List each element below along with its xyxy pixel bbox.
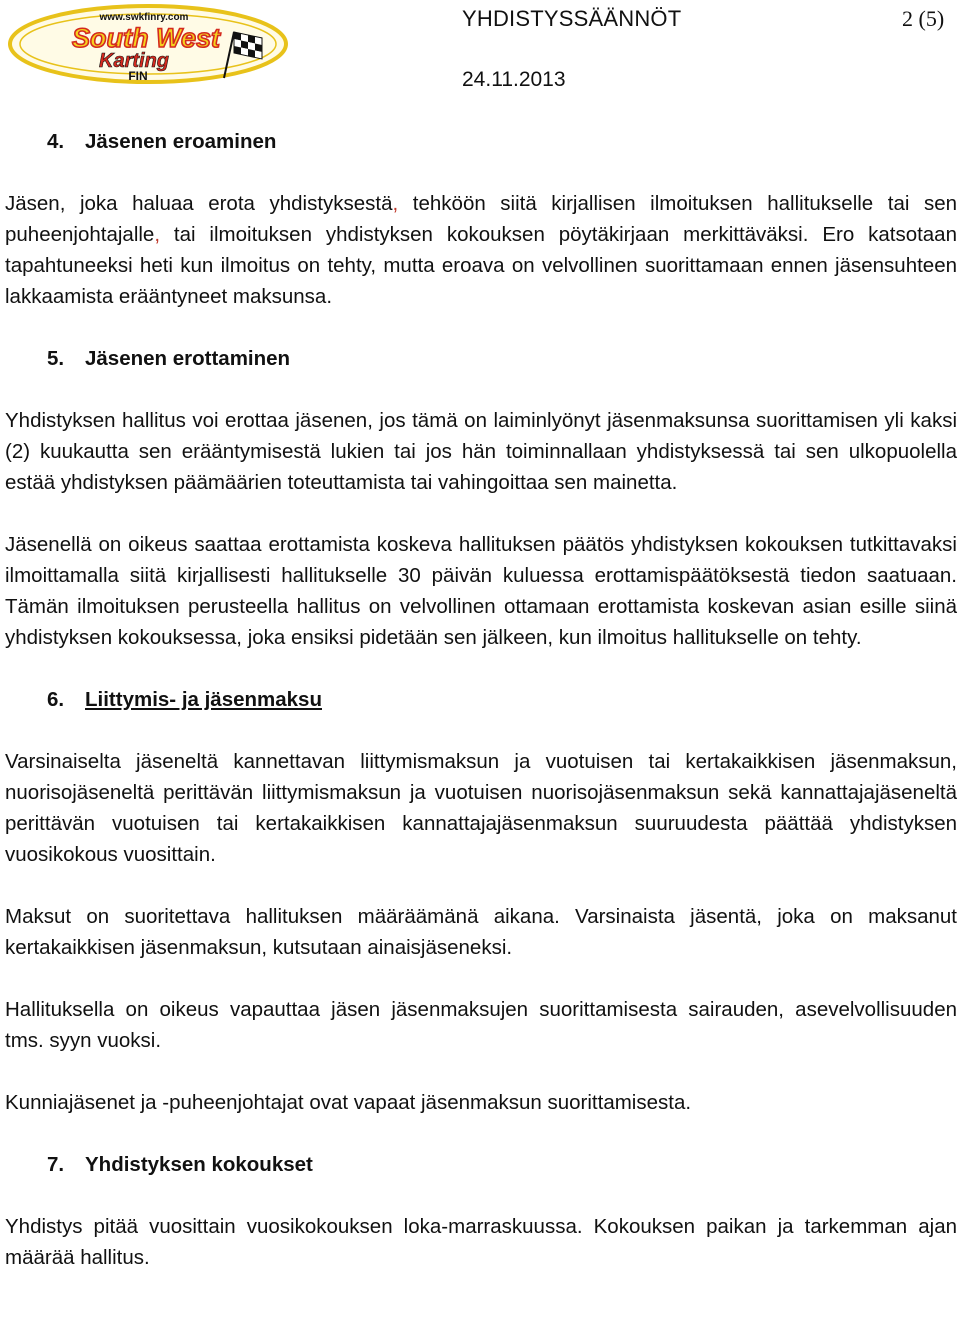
section-number: 7. xyxy=(47,1153,65,1176)
logo-line-karting: Karting xyxy=(99,50,169,72)
section-4 xyxy=(5,126,957,312)
document-date: 24.11.2013 xyxy=(462,68,566,91)
south-west-karting-logo-graphic xyxy=(6,2,290,84)
section-number: 4. xyxy=(47,130,65,153)
paragraph xyxy=(5,188,957,312)
paragraph: Yhdistyksen hallitus voi erottaa jäsenen, jos tämä on laiminlyönyt jäsenmaksunsa suorittamisen yli kaksi (2) kuukautta sen erääntymisestä lukien tai jos hän toiminnallaan yhdistyksessä tai sen ulkopuolella estää yhdistyksen päämäärien toteuttamista tai vahingoittaa sen mainetta. xyxy=(5,409,957,494)
section-number: 6. xyxy=(47,688,65,711)
logo-url-text: www.swkfinry.com xyxy=(99,12,189,23)
section-title: Jäsenen eroaminen xyxy=(85,130,277,153)
section-title: Yhdistyksen kokoukset xyxy=(85,1153,313,1176)
section-7 xyxy=(5,1149,957,1273)
organization-logo xyxy=(6,2,290,84)
paragraph: Kunniajäsenet ja -puheenjohtajat ovat vapaat jäsenmaksun suorittamisesta. xyxy=(5,1091,692,1114)
section-number: 5. xyxy=(47,347,65,370)
paragraph: Varsinaiselta jäseneltä kannettavan liittymismaksun ja vuotuisen tai kertakaikkisen jäsenmaksun, nuorisojäseneltä perittävän liittymismaksun ja vuotuisen nuorisojäsenmaksun sekä kannattajajäseneltä perittävän vuotuisen tai kertakaikkisen kannattajajäsenmaksun suuruudesta päättää yhdistyksen vuosikokous vuosittain. xyxy=(5,750,957,866)
paragraph-text: Jäsen, joka haluaa erota yhdistyksestä xyxy=(5,192,393,215)
section-heading xyxy=(5,1149,957,1180)
logo-line-fin: FIN xyxy=(128,69,148,83)
section-title: Liittymis- ja jäsenmaksu xyxy=(85,688,322,711)
section-heading xyxy=(5,684,957,715)
paragraph: Jäsenellä on oikeus saattaa erottamista koskeva hallituksen päätös yhdistyksen kokouksen tutkittavaksi ilmoittamalla siitä kirjallisesti hallitukselle 30 päivän kuluessa erottamispäätöksestä tiedon saatuaan. Tämän ilmoituksen perusteella hallitus on velvollinen ottamaan erottamista koskevan asian esille siinä yhdistyksen kokouksessa, joka ensiksi pidetään sen jälkeen, kun ilmoitus hallitukselle on tehty. xyxy=(5,533,957,649)
paragraph: Hallituksella on oikeus vapauttaa jäsen jäsenmaksujen suorittamisesta sairauden, asevelvollisuuden tms. syyn vuoksi. xyxy=(5,998,957,1052)
page-number: 2 (5) xyxy=(902,6,945,31)
tracked-change-comma: , xyxy=(392,192,399,215)
tracked-change-comma: , xyxy=(154,223,161,246)
document-title: YHDISTYSSÄÄNNÖT xyxy=(462,6,682,31)
paragraph-text: tehköön siitä kirjallisen ilmoituksen hallitukselle tai sen puheenjohtajalle xyxy=(5,192,958,246)
section-5 xyxy=(5,343,957,653)
paragraph-text: tai ilmoituksen yhdistyksen kokouksen pöytäkirjaan merkittäväksi. Ero katsotaan tapahtuneeksi heti kun ilmoitus on tehty, mutta eroava on velvollinen suorittamaan ennen jäsensuhteen lakkaamista erääntyneet maksunsa. xyxy=(5,223,957,308)
paragraph: Yhdistys pitää vuosittain vuosikokouksen loka-marraskuussa. Kokouksen paikan ja tarkemman ajan määrää hallitus. xyxy=(5,1215,957,1269)
section-6 xyxy=(5,684,957,1118)
section-title: Jäsenen erottaminen xyxy=(85,347,291,370)
section-heading xyxy=(5,126,957,157)
paragraph: Maksut on suoritettava hallituksen määräämänä aikana. Varsinaista jäsentä, joka on maksanut kertakaikkisen jäsenmaksun, kutsutaan ainaisjäseneksi. xyxy=(5,905,957,959)
document-body xyxy=(5,126,957,1273)
section-heading xyxy=(5,343,957,374)
logo-line-south-west: South West xyxy=(72,23,220,53)
